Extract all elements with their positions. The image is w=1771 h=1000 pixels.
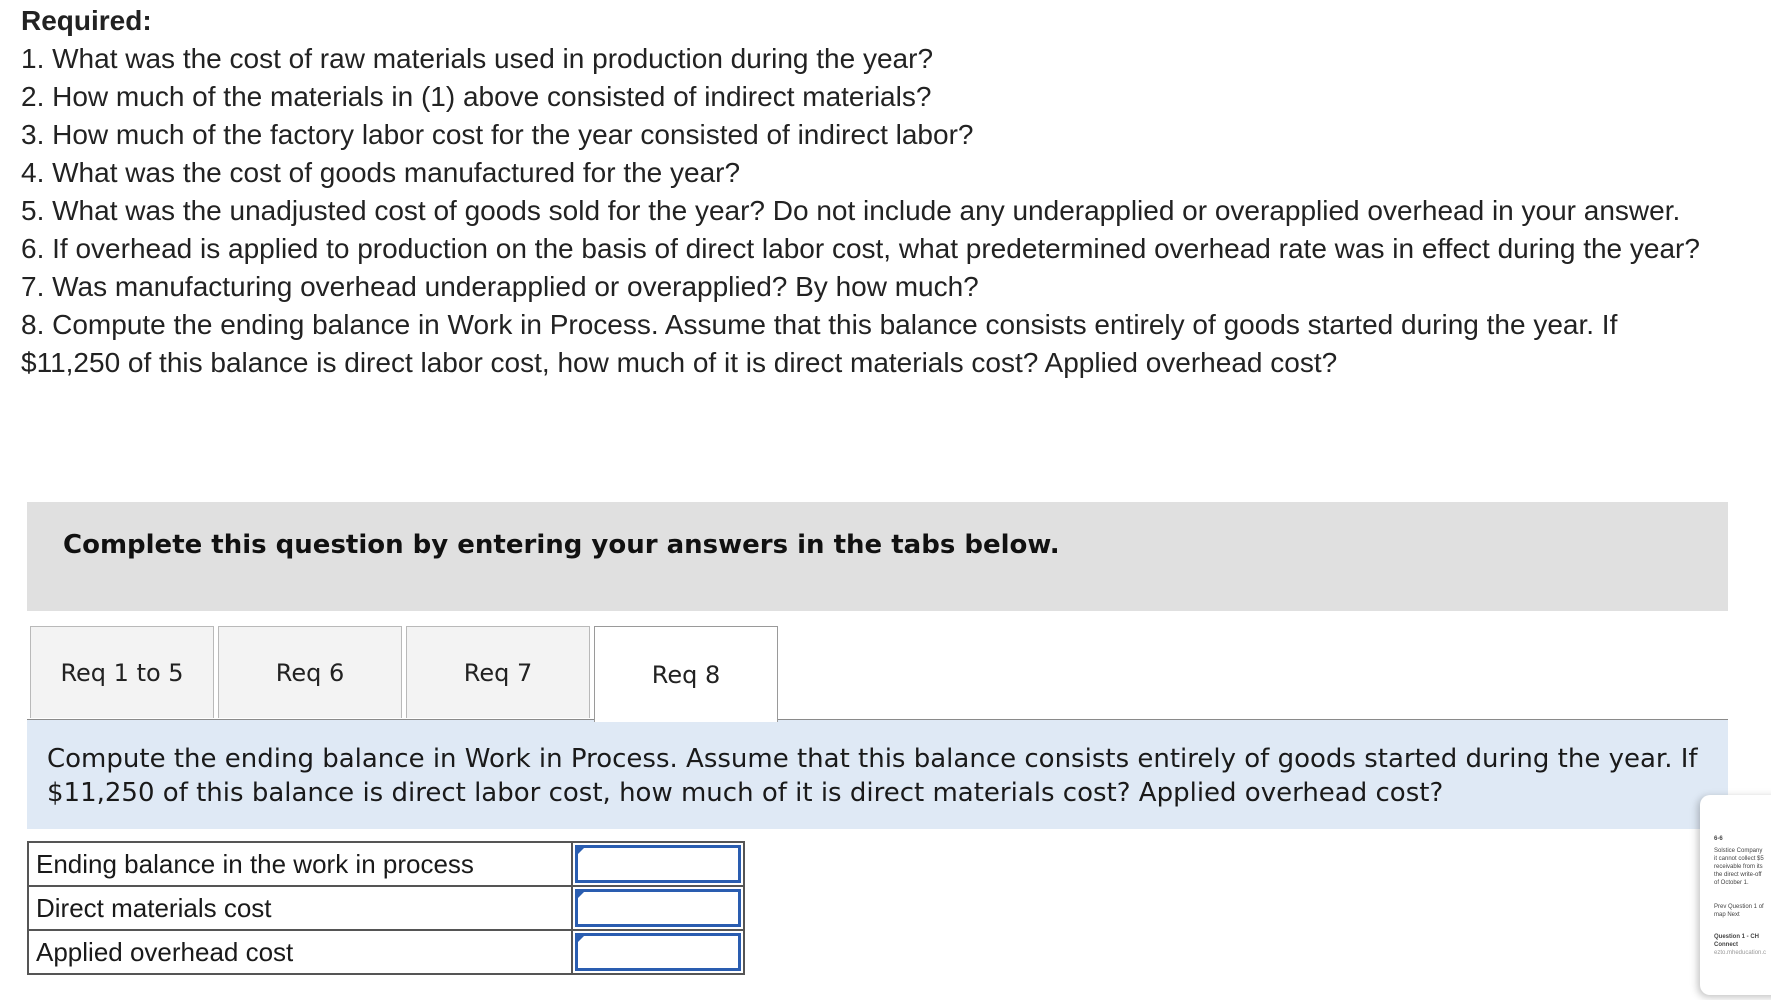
- input-cell: [572, 930, 744, 974]
- required-item-6: 6. If overhead is applied to production on the basis of direct labor cost, what predetermined overhead rate was in effect during the year?: [21, 233, 1700, 264]
- answer-table: [27, 841, 745, 975]
- preview-line: it cannot collect $5: [1714, 856, 1764, 862]
- preview-line: map Next: [1714, 912, 1740, 918]
- table-row: [28, 842, 744, 886]
- input-cell: [572, 842, 744, 886]
- input-cell: [572, 886, 744, 930]
- preview-line: Connect: [1714, 942, 1738, 948]
- preview-line: Question 1 - CH: [1714, 934, 1760, 940]
- cell-marker-icon: [575, 845, 587, 857]
- row-label-direct-materials: Direct materials cost: [28, 886, 572, 930]
- required-item-1: 1. What was the cost of raw materials used in production during the year?: [21, 43, 934, 74]
- cell-marker-icon: [575, 889, 587, 901]
- row-label-applied-overhead: Applied overhead cost: [28, 930, 572, 974]
- required-item-4: 4. What was the cost of goods manufactured for the year?: [21, 157, 741, 188]
- required-item-3: 3. How much of the factory labor cost for the year consisted of indirect labor?: [21, 119, 974, 150]
- tab-req-8[interactable]: Req 8: [594, 626, 778, 722]
- tab-req-6[interactable]: Req 6: [218, 626, 402, 718]
- required-item-2: 2. How much of the materials in (1) above consisted of indirect materials?: [21, 81, 932, 112]
- tab-req-1-to-5[interactable]: Req 1 to 5: [30, 626, 214, 718]
- instructions-bar: [27, 502, 1728, 611]
- instructions-text: Complete this question by entering your answers in the tabs below.: [63, 530, 1060, 560]
- question-panel: [27, 720, 1728, 829]
- preview-line: 6-6: [1714, 836, 1723, 842]
- preview-line: of October 1.: [1714, 880, 1749, 886]
- applied-overhead-input[interactable]: [575, 933, 741, 971]
- required-item-8: 8. Compute the ending balance in Work in Process. Assume that this balance consists entirely of goods started during the year. If $11,250 of this balance is direct labor cost, how much of it is direct materials cost? Applied overhead cost?: [21, 309, 1618, 378]
- cell-marker-icon: [575, 933, 587, 945]
- row-label-ending-balance: Ending balance in the work in process: [28, 842, 572, 886]
- preview-line: receivable from its: [1714, 864, 1763, 870]
- required-item-5: 5. What was the unadjusted cost of goods sold for the year? Do not include any underapplied or overapplied overhead in your answer.: [21, 195, 1681, 226]
- required-item-7: 7. Was manufacturing overhead underapplied or overapplied? By how much?: [21, 271, 979, 302]
- question-preview-card[interactable]: [1700, 795, 1771, 995]
- preview-line: Prev Question 1 of: [1714, 904, 1764, 910]
- preview-line: Solstice Company: [1714, 848, 1763, 854]
- required-title: Required:: [21, 5, 152, 36]
- preview-line: ezto.mheducation.c: [1714, 950, 1767, 956]
- table-row: [28, 886, 744, 930]
- question-text: Compute the ending balance in Work in Process. Assume that this balance consists entirely of goods started during the year. If $11,250 of this balance is direct labor cost, how much of it is direct materials cost? Applied overhead cost?: [47, 744, 1698, 808]
- required-section: [21, 2, 1721, 382]
- tab-req-7[interactable]: Req 7: [406, 626, 590, 718]
- table-row: [28, 930, 744, 974]
- direct-materials-input[interactable]: [575, 889, 741, 927]
- preview-line: the direct write-off: [1714, 872, 1762, 878]
- ending-balance-input[interactable]: [575, 845, 741, 883]
